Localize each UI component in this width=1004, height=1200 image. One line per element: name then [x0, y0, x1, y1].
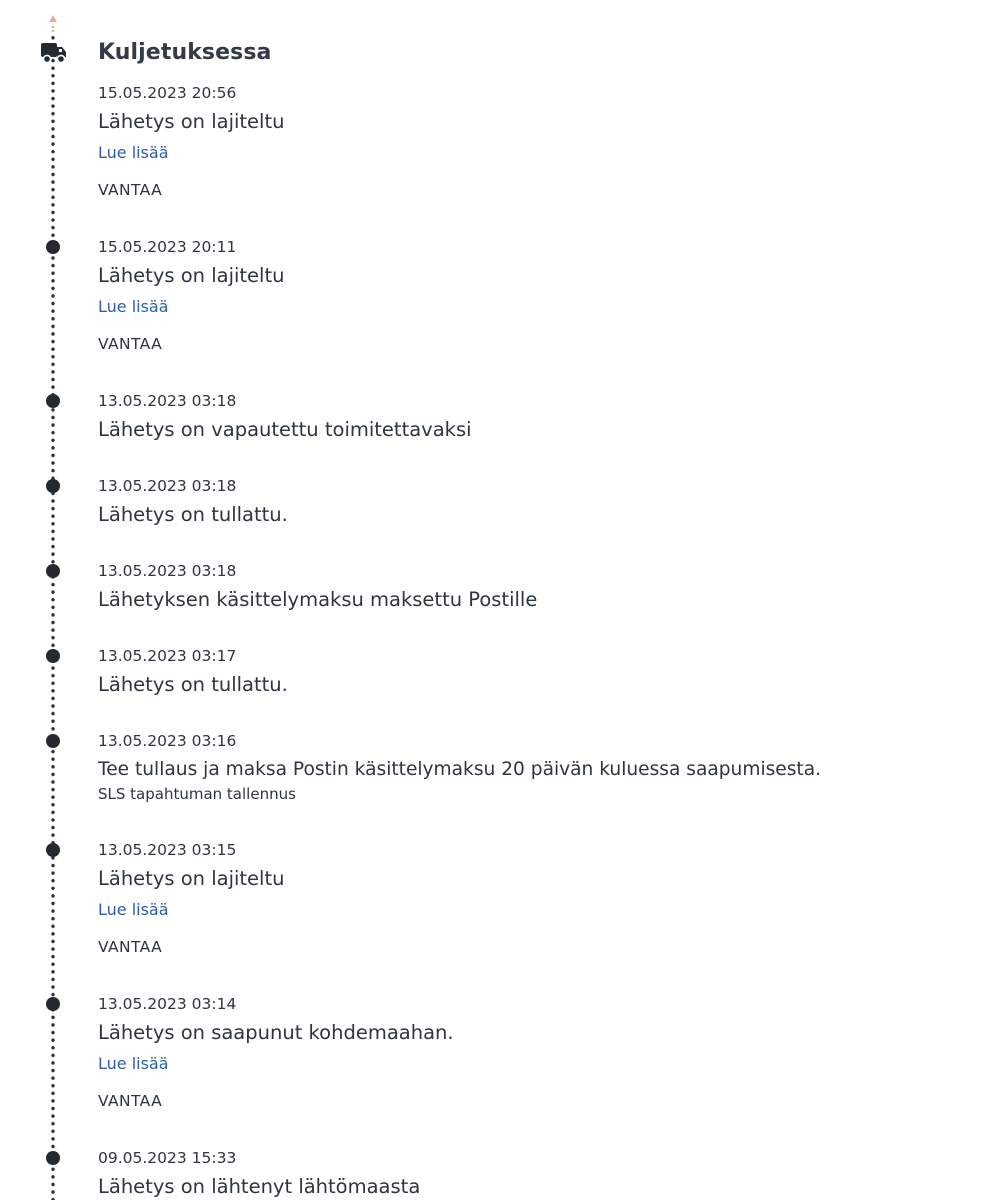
event-title: Lähetys on saapunut kohdemaahan.: [98, 1021, 454, 1044]
timeline-dot: [46, 843, 60, 857]
timeline-dot: [46, 394, 60, 408]
timeline-event: [98, 238, 958, 354]
event-date: 09.05.2023 15:33: [98, 1149, 237, 1167]
chevron-up-icon[interactable]: [47, 14, 59, 32]
read-more-link[interactable]: Lue lisää: [98, 297, 169, 316]
event-location: VANTAA: [98, 335, 163, 353]
event-date: 15.05.2023 20:11: [98, 238, 237, 256]
event-location: VANTAA: [98, 938, 163, 956]
event-date: 13.05.2023 03:18: [98, 392, 237, 410]
timeline-dot: [46, 1151, 60, 1165]
timeline-event: [98, 841, 958, 957]
event-title: Lähetys on lajiteltu: [98, 264, 285, 287]
event-location: VANTAA: [98, 181, 163, 199]
timeline-dot: [46, 479, 60, 493]
timeline-dot: [46, 649, 60, 663]
read-more-link[interactable]: Lue lisää: [98, 900, 169, 919]
timeline-line: [51, 34, 55, 1200]
event-title: Lähetyksen käsittelymaksu maksettu Postille: [98, 588, 538, 611]
event-title: Lähetys on lajiteltu: [98, 110, 285, 133]
timeline-event: [98, 84, 958, 200]
timeline-event: [98, 392, 958, 442]
event-title: Lähetys on tullattu.: [98, 503, 288, 526]
event-date: 13.05.2023 03:14: [98, 995, 237, 1013]
timeline-event: [98, 562, 958, 612]
truck-icon: [40, 41, 67, 64]
timeline-event: [98, 732, 958, 804]
event-date: 13.05.2023 03:18: [98, 477, 237, 495]
event-title: Lähetys on tullattu.: [98, 673, 288, 696]
timeline-event: [98, 1149, 958, 1199]
event-date: 13.05.2023 03:18: [98, 562, 237, 580]
event-title: Lähetys on lähtenyt lähtömaasta: [98, 1175, 421, 1198]
timeline-dot: [46, 240, 60, 254]
event-date: 15.05.2023 20:56: [98, 84, 237, 102]
event-date: 13.05.2023 03:15: [98, 841, 237, 859]
event-date: 13.05.2023 03:16: [98, 732, 237, 750]
event-date: 13.05.2023 03:17: [98, 647, 237, 665]
page-title: Kuljetuksessa: [98, 40, 272, 65]
timeline-dot: [46, 997, 60, 1011]
event-note: SLS tapahtuman tallennus: [98, 785, 296, 803]
read-more-link[interactable]: Lue lisää: [98, 1054, 169, 1073]
event-location: VANTAA: [98, 1092, 163, 1110]
event-title: Lähetys on lajiteltu: [98, 867, 285, 890]
timeline-event: [98, 647, 958, 697]
event-title: Tee tullaus ja maksa Postin käsittelymaksu 20 päivän kuluessa saapumisesta.: [98, 759, 822, 780]
timeline-dot: [46, 564, 60, 578]
read-more-link[interactable]: Lue lisää: [98, 143, 169, 162]
timeline-event: [98, 477, 958, 527]
timeline-dot: [46, 734, 60, 748]
timeline-event: [98, 995, 958, 1111]
event-title: Lähetys on vapautettu toimitettavaksi: [98, 418, 472, 441]
